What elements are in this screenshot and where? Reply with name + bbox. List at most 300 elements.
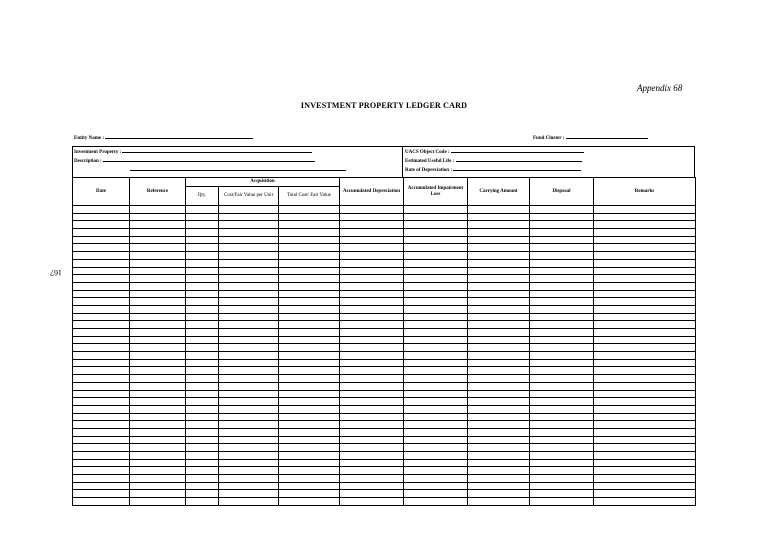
ledger-cell[interactable]: [73, 352, 130, 360]
ledger-cell[interactable]: [130, 329, 186, 337]
ledger-cell[interactable]: [73, 436, 130, 444]
ledger-cell[interactable]: [279, 467, 340, 475]
ledger-cell[interactable]: [73, 259, 130, 267]
ledger-cell[interactable]: [468, 352, 530, 360]
ledger-cell[interactable]: [186, 352, 219, 360]
ledger-cell[interactable]: [468, 490, 530, 498]
ledger-cell[interactable]: [279, 236, 340, 244]
ledger-cell[interactable]: [468, 421, 530, 429]
ledger-cell[interactable]: [186, 344, 219, 352]
ledger-cell[interactable]: [73, 298, 130, 306]
ledger-cell[interactable]: [73, 244, 130, 252]
ledger-cell[interactable]: [340, 398, 404, 406]
ledger-cell[interactable]: [404, 498, 468, 506]
ledger-cell[interactable]: [594, 382, 696, 390]
ledger-cell[interactable]: [594, 305, 696, 313]
ledger-cell[interactable]: [594, 436, 696, 444]
ledger-cell[interactable]: [468, 382, 530, 390]
ledger-cell[interactable]: [594, 475, 696, 483]
ledger-cell[interactable]: [468, 259, 530, 267]
ledger-cell[interactable]: [530, 428, 594, 436]
ledger-cell[interactable]: [530, 206, 594, 214]
ledger-cell[interactable]: [530, 459, 594, 467]
ledger-cell[interactable]: [130, 436, 186, 444]
ledger-cell[interactable]: [219, 413, 279, 421]
ledger-cell[interactable]: [279, 321, 340, 329]
ledger-cell[interactable]: [186, 390, 219, 398]
ledger-cell[interactable]: [279, 275, 340, 283]
ledger-cell[interactable]: [186, 275, 219, 283]
ledger-cell[interactable]: [186, 206, 219, 214]
ledger-cell[interactable]: [279, 206, 340, 214]
ledger-cell[interactable]: [468, 267, 530, 275]
ledger-cell[interactable]: [404, 267, 468, 275]
ledger-cell[interactable]: [130, 221, 186, 229]
ledger-cell[interactable]: [73, 498, 130, 506]
ledger-cell[interactable]: [530, 382, 594, 390]
ledger-cell[interactable]: [130, 428, 186, 436]
ledger-cell[interactable]: [340, 452, 404, 460]
ledger-cell[interactable]: [279, 305, 340, 313]
ledger-cell[interactable]: [468, 305, 530, 313]
ledger-cell[interactable]: [404, 421, 468, 429]
ledger-cell[interactable]: [594, 428, 696, 436]
ledger-cell[interactable]: [404, 305, 468, 313]
ledger-cell[interactable]: [130, 290, 186, 298]
ledger-cell[interactable]: [468, 444, 530, 452]
ledger-cell[interactable]: [340, 405, 404, 413]
ledger-cell[interactable]: [468, 467, 530, 475]
depreciation-rate-field[interactable]: [453, 166, 581, 171]
ledger-cell[interactable]: [186, 475, 219, 483]
ledger-cell[interactable]: [73, 359, 130, 367]
ledger-cell[interactable]: [468, 498, 530, 506]
ledger-cell[interactable]: [340, 475, 404, 483]
ledger-cell[interactable]: [530, 321, 594, 329]
ledger-cell[interactable]: [340, 390, 404, 398]
ledger-cell[interactable]: [279, 359, 340, 367]
ledger-cell[interactable]: [73, 236, 130, 244]
ledger-cell[interactable]: [594, 275, 696, 283]
ledger-cell[interactable]: [530, 259, 594, 267]
ledger-cell[interactable]: [404, 252, 468, 260]
ledger-cell[interactable]: [279, 344, 340, 352]
ledger-cell[interactable]: [73, 375, 130, 383]
ledger-cell[interactable]: [404, 382, 468, 390]
ledger-cell[interactable]: [404, 321, 468, 329]
ledger-cell[interactable]: [404, 436, 468, 444]
ledger-cell[interactable]: [279, 313, 340, 321]
ledger-cell[interactable]: [468, 282, 530, 290]
ledger-cell[interactable]: [130, 259, 186, 267]
ledger-cell[interactable]: [279, 490, 340, 498]
ledger-cell[interactable]: [219, 498, 279, 506]
entity-name-field[interactable]: [105, 134, 253, 139]
ledger-cell[interactable]: [468, 405, 530, 413]
ledger-cell[interactable]: [186, 336, 219, 344]
ledger-cell[interactable]: [73, 459, 130, 467]
ledger-cell[interactable]: [130, 313, 186, 321]
ledger-cell[interactable]: [130, 267, 186, 275]
ledger-cell[interactable]: [219, 375, 279, 383]
ledger-cell[interactable]: [279, 367, 340, 375]
ledger-cell[interactable]: [340, 428, 404, 436]
ledger-cell[interactable]: [279, 482, 340, 490]
ledger-cell[interactable]: [186, 244, 219, 252]
ledger-cell[interactable]: [340, 267, 404, 275]
ledger-cell[interactable]: [340, 252, 404, 260]
ledger-cell[interactable]: [73, 382, 130, 390]
ledger-cell[interactable]: [219, 313, 279, 321]
ledger-cell[interactable]: [186, 221, 219, 229]
ledger-cell[interactable]: [594, 259, 696, 267]
ledger-cell[interactable]: [186, 375, 219, 383]
ledger-cell[interactable]: [279, 290, 340, 298]
ledger-cell[interactable]: [594, 229, 696, 237]
ledger-cell[interactable]: [219, 213, 279, 221]
ledger-cell[interactable]: [219, 444, 279, 452]
ledger-cell[interactable]: [340, 382, 404, 390]
ledger-cell[interactable]: [594, 452, 696, 460]
ledger-cell[interactable]: [219, 352, 279, 360]
ledger-cell[interactable]: [530, 390, 594, 398]
ledger-cell[interactable]: [219, 428, 279, 436]
ledger-cell[interactable]: [340, 444, 404, 452]
ledger-cell[interactable]: [219, 367, 279, 375]
ledger-cell[interactable]: [468, 329, 530, 337]
ledger-cell[interactable]: [340, 352, 404, 360]
ledger-cell[interactable]: [468, 206, 530, 214]
ledger-cell[interactable]: [130, 452, 186, 460]
ledger-cell[interactable]: [340, 329, 404, 337]
ledger-cell[interactable]: [594, 236, 696, 244]
ledger-cell[interactable]: [594, 490, 696, 498]
ledger-cell[interactable]: [130, 213, 186, 221]
ledger-cell[interactable]: [279, 329, 340, 337]
ledger-cell[interactable]: [530, 275, 594, 283]
ledger-cell[interactable]: [340, 359, 404, 367]
ledger-cell[interactable]: [219, 398, 279, 406]
ledger-cell[interactable]: [186, 321, 219, 329]
ledger-cell[interactable]: [73, 267, 130, 275]
ledger-cell[interactable]: [404, 359, 468, 367]
ledger-cell[interactable]: [219, 282, 279, 290]
ledger-cell[interactable]: [404, 352, 468, 360]
ledger-cell[interactable]: [468, 413, 530, 421]
ledger-cell[interactable]: [219, 382, 279, 390]
ledger-cell[interactable]: [130, 382, 186, 390]
ledger-cell[interactable]: [130, 405, 186, 413]
ledger-cell[interactable]: [340, 375, 404, 383]
ledger-cell[interactable]: [594, 213, 696, 221]
ledger-cell[interactable]: [219, 236, 279, 244]
ledger-cell[interactable]: [73, 444, 130, 452]
ledger-cell[interactable]: [404, 475, 468, 483]
ledger-cell[interactable]: [530, 313, 594, 321]
ledger-cell[interactable]: [186, 290, 219, 298]
ledger-cell[interactable]: [468, 321, 530, 329]
ledger-cell[interactable]: [594, 413, 696, 421]
ledger-cell[interactable]: [404, 490, 468, 498]
ledger-cell[interactable]: [130, 490, 186, 498]
ledger-cell[interactable]: [594, 329, 696, 337]
ledger-cell[interactable]: [468, 313, 530, 321]
ledger-cell[interactable]: [468, 236, 530, 244]
ledger-cell[interactable]: [340, 321, 404, 329]
ledger-cell[interactable]: [594, 282, 696, 290]
ledger-cell[interactable]: [130, 421, 186, 429]
ledger-cell[interactable]: [130, 413, 186, 421]
ledger-cell[interactable]: [279, 221, 340, 229]
ledger-cell[interactable]: [468, 452, 530, 460]
ledger-cell[interactable]: [219, 290, 279, 298]
ledger-cell[interactable]: [594, 221, 696, 229]
ledger-cell[interactable]: [404, 213, 468, 221]
ledger-cell[interactable]: [73, 213, 130, 221]
ledger-cell[interactable]: [468, 475, 530, 483]
ledger-cell[interactable]: [219, 275, 279, 283]
ledger-cell[interactable]: [186, 459, 219, 467]
ledger-cell[interactable]: [73, 475, 130, 483]
ledger-cell[interactable]: [219, 259, 279, 267]
ledger-cell[interactable]: [73, 467, 130, 475]
ledger-cell[interactable]: [130, 459, 186, 467]
ledger-cell[interactable]: [530, 405, 594, 413]
ledger-cell[interactable]: [468, 213, 530, 221]
ledger-cell[interactable]: [73, 398, 130, 406]
ledger-cell[interactable]: [219, 421, 279, 429]
ledger-cell[interactable]: [279, 352, 340, 360]
ledger-cell[interactable]: [594, 482, 696, 490]
ledger-cell[interactable]: [530, 252, 594, 260]
ledger-cell[interactable]: [219, 267, 279, 275]
ledger-cell[interactable]: [279, 405, 340, 413]
ledger-cell[interactable]: [130, 390, 186, 398]
ledger-cell[interactable]: [186, 436, 219, 444]
ledger-cell[interactable]: [340, 305, 404, 313]
ledger-cell[interactable]: [594, 290, 696, 298]
ledger-cell[interactable]: [279, 298, 340, 306]
ledger-cell[interactable]: [340, 275, 404, 283]
ledger-cell[interactable]: [594, 252, 696, 260]
ledger-cell[interactable]: [530, 482, 594, 490]
ledger-cell[interactable]: [404, 282, 468, 290]
fund-cluster-field[interactable]: [566, 134, 648, 139]
ledger-cell[interactable]: [130, 298, 186, 306]
ledger-cell[interactable]: [340, 236, 404, 244]
ledger-cell[interactable]: [130, 367, 186, 375]
ledger-cell[interactable]: [73, 313, 130, 321]
ledger-cell[interactable]: [530, 244, 594, 252]
ledger-cell[interactable]: [530, 221, 594, 229]
ledger-cell[interactable]: [73, 305, 130, 313]
ledger-cell[interactable]: [530, 282, 594, 290]
ledger-cell[interactable]: [219, 452, 279, 460]
ledger-cell[interactable]: [594, 398, 696, 406]
ledger-cell[interactable]: [594, 444, 696, 452]
ledger-cell[interactable]: [340, 436, 404, 444]
ledger-cell[interactable]: [279, 229, 340, 237]
ledger-cell[interactable]: [468, 221, 530, 229]
ledger-cell[interactable]: [130, 482, 186, 490]
ledger-cell[interactable]: [340, 336, 404, 344]
ledger-cell[interactable]: [340, 467, 404, 475]
ledger-cell[interactable]: [219, 244, 279, 252]
ledger-cell[interactable]: [73, 329, 130, 337]
ledger-cell[interactable]: [404, 206, 468, 214]
ledger-cell[interactable]: [130, 498, 186, 506]
investment-property-field[interactable]: [122, 148, 312, 153]
ledger-cell[interactable]: [404, 398, 468, 406]
ledger-cell[interactable]: [73, 252, 130, 260]
ledger-cell[interactable]: [73, 290, 130, 298]
ledger-cell[interactable]: [404, 367, 468, 375]
ledger-cell[interactable]: [73, 421, 130, 429]
ledger-cell[interactable]: [219, 467, 279, 475]
ledger-cell[interactable]: [279, 475, 340, 483]
ledger-cell[interactable]: [219, 305, 279, 313]
ledger-cell[interactable]: [130, 275, 186, 283]
ledger-cell[interactable]: [279, 282, 340, 290]
ledger-cell[interactable]: [279, 398, 340, 406]
ledger-cell[interactable]: [404, 428, 468, 436]
ledger-cell[interactable]: [130, 375, 186, 383]
ledger-cell[interactable]: [404, 259, 468, 267]
ledger-cell[interactable]: [530, 436, 594, 444]
ledger-cell[interactable]: [468, 244, 530, 252]
ledger-cell[interactable]: [468, 290, 530, 298]
ledger-cell[interactable]: [594, 298, 696, 306]
ledger-cell[interactable]: [279, 444, 340, 452]
ledger-cell[interactable]: [530, 267, 594, 275]
ledger-cell[interactable]: [340, 459, 404, 467]
ledger-cell[interactable]: [404, 459, 468, 467]
ledger-cell[interactable]: [186, 382, 219, 390]
ledger-cell[interactable]: [73, 282, 130, 290]
ledger-cell[interactable]: [594, 367, 696, 375]
uacs-field[interactable]: [451, 148, 584, 153]
ledger-cell[interactable]: [219, 252, 279, 260]
ledger-cell[interactable]: [468, 298, 530, 306]
ledger-cell[interactable]: [219, 436, 279, 444]
ledger-cell[interactable]: [530, 336, 594, 344]
ledger-cell[interactable]: [279, 213, 340, 221]
ledger-cell[interactable]: [594, 359, 696, 367]
ledger-cell[interactable]: [594, 421, 696, 429]
ledger-cell[interactable]: [594, 352, 696, 360]
ledger-cell[interactable]: [130, 321, 186, 329]
ledger-cell[interactable]: [340, 498, 404, 506]
ledger-cell[interactable]: [468, 436, 530, 444]
ledger-cell[interactable]: [73, 275, 130, 283]
ledger-cell[interactable]: [73, 482, 130, 490]
ledger-cell[interactable]: [279, 252, 340, 260]
ledger-cell[interactable]: [530, 352, 594, 360]
ledger-cell[interactable]: [404, 290, 468, 298]
ledger-cell[interactable]: [219, 336, 279, 344]
ledger-cell[interactable]: [530, 367, 594, 375]
ledger-cell[interactable]: [530, 490, 594, 498]
ledger-cell[interactable]: [594, 321, 696, 329]
ledger-cell[interactable]: [73, 206, 130, 214]
ledger-cell[interactable]: [186, 267, 219, 275]
ledger-cell[interactable]: [340, 282, 404, 290]
ledger-cell[interactable]: [186, 428, 219, 436]
ledger-cell[interactable]: [130, 305, 186, 313]
ledger-cell[interactable]: [468, 428, 530, 436]
ledger-cell[interactable]: [186, 398, 219, 406]
ledger-cell[interactable]: [340, 221, 404, 229]
ledger-cell[interactable]: [594, 206, 696, 214]
description-field[interactable]: [103, 157, 315, 162]
ledger-cell[interactable]: [219, 298, 279, 306]
ledger-cell[interactable]: [73, 390, 130, 398]
ledger-cell[interactable]: [219, 221, 279, 229]
ledger-cell[interactable]: [279, 382, 340, 390]
ledger-cell[interactable]: [594, 390, 696, 398]
ledger-cell[interactable]: [404, 375, 468, 383]
ledger-cell[interactable]: [73, 221, 130, 229]
ledger-cell[interactable]: [186, 252, 219, 260]
ledger-cell[interactable]: [404, 452, 468, 460]
ledger-cell[interactable]: [279, 428, 340, 436]
ledger-cell[interactable]: [186, 482, 219, 490]
ledger-cell[interactable]: [530, 329, 594, 337]
ledger-cell[interactable]: [186, 305, 219, 313]
ledger-cell[interactable]: [73, 405, 130, 413]
ledger-cell[interactable]: [73, 367, 130, 375]
ledger-cell[interactable]: [130, 244, 186, 252]
ledger-cell[interactable]: [279, 336, 340, 344]
ledger-cell[interactable]: [340, 421, 404, 429]
ledger-cell[interactable]: [530, 305, 594, 313]
ledger-cell[interactable]: [340, 244, 404, 252]
ledger-cell[interactable]: [130, 206, 186, 214]
ledger-cell[interactable]: [219, 390, 279, 398]
ledger-cell[interactable]: [404, 482, 468, 490]
ledger-cell[interactable]: [530, 421, 594, 429]
ledger-cell[interactable]: [530, 359, 594, 367]
ledger-cell[interactable]: [404, 313, 468, 321]
ledger-cell[interactable]: [594, 267, 696, 275]
ledger-cell[interactable]: [530, 236, 594, 244]
ledger-cell[interactable]: [130, 444, 186, 452]
ledger-cell[interactable]: [186, 405, 219, 413]
ledger-cell[interactable]: [219, 321, 279, 329]
ledger-cell[interactable]: [468, 398, 530, 406]
ledger-cell[interactable]: [468, 336, 530, 344]
ledger-cell[interactable]: [340, 367, 404, 375]
ledger-cell[interactable]: [130, 467, 186, 475]
ledger-cell[interactable]: [186, 413, 219, 421]
ledger-cell[interactable]: [340, 482, 404, 490]
ledger-cell[interactable]: [404, 405, 468, 413]
ledger-cell[interactable]: [468, 275, 530, 283]
ledger-cell[interactable]: [468, 375, 530, 383]
ledger-cell[interactable]: [73, 490, 130, 498]
ledger-cell[interactable]: [404, 275, 468, 283]
ledger-cell[interactable]: [340, 344, 404, 352]
ledger-cell[interactable]: [186, 213, 219, 221]
ledger-cell[interactable]: [279, 390, 340, 398]
ledger-cell[interactable]: [130, 398, 186, 406]
ledger-cell[interactable]: [130, 282, 186, 290]
ledger-cell[interactable]: [186, 452, 219, 460]
ledger-cell[interactable]: [130, 359, 186, 367]
ledger-cell[interactable]: [404, 221, 468, 229]
ledger-cell[interactable]: [594, 336, 696, 344]
ledger-cell[interactable]: [219, 329, 279, 337]
